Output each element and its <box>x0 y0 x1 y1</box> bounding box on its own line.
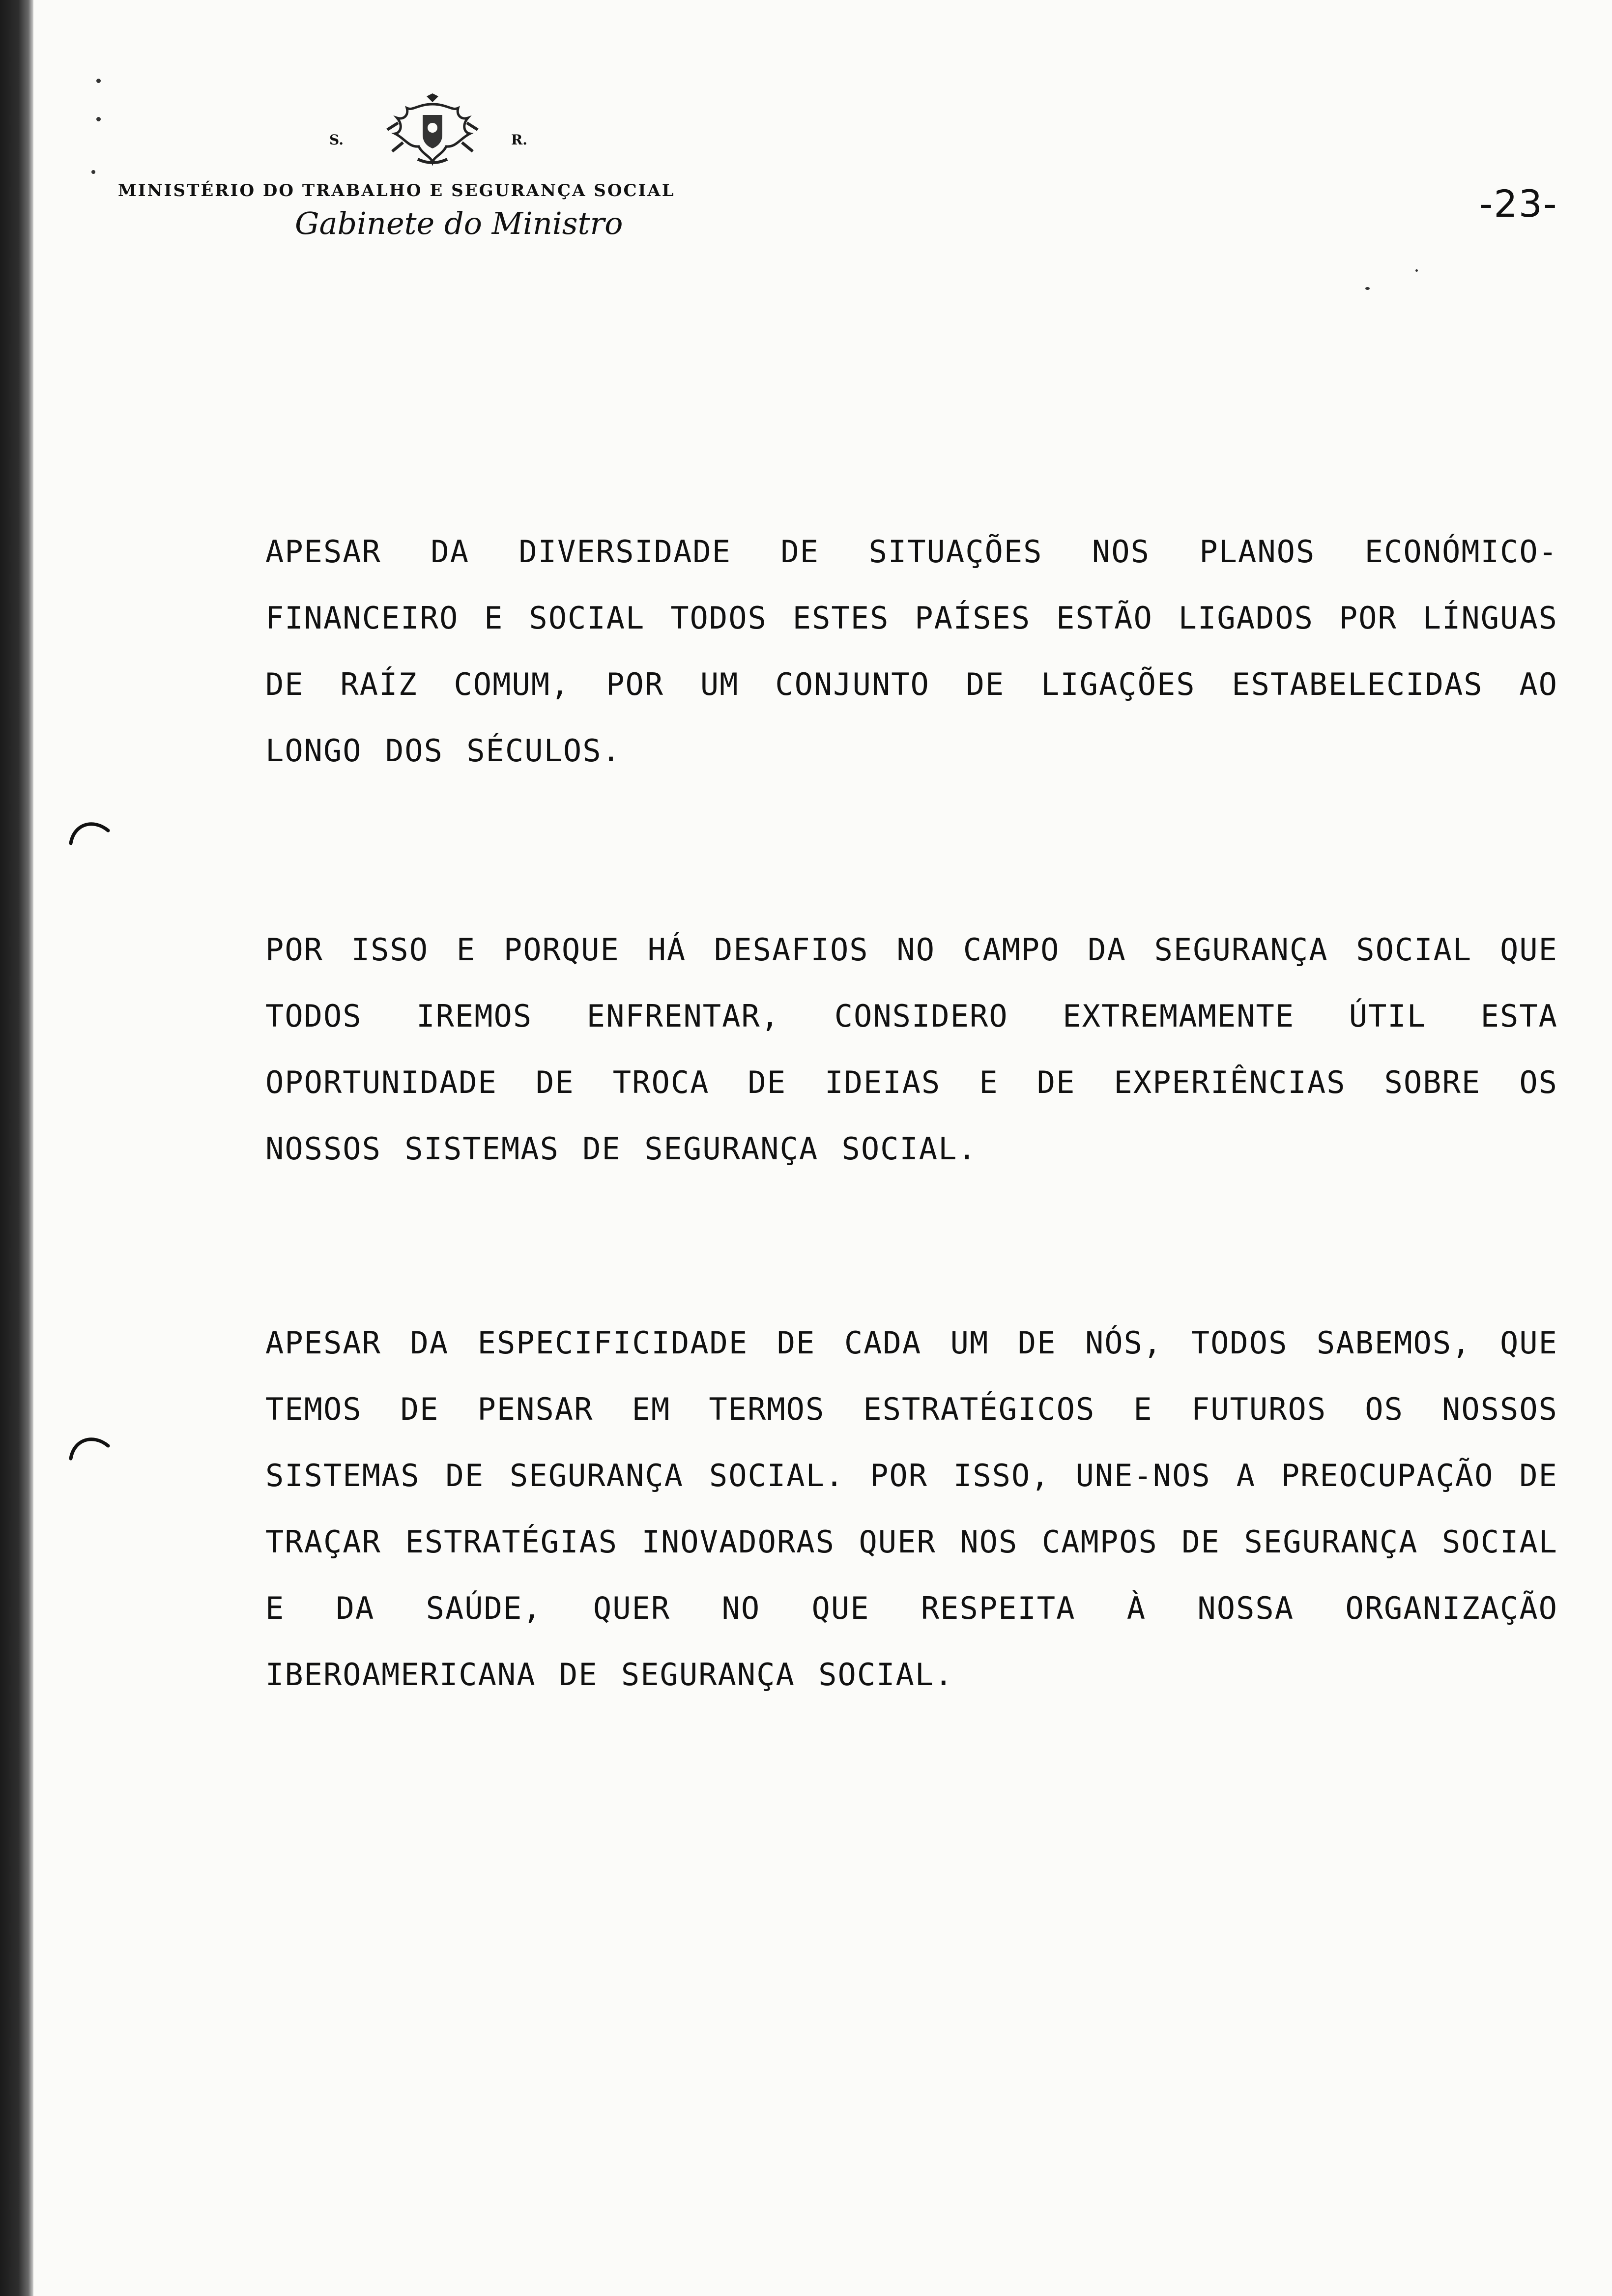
margin-arc-mark <box>67 816 111 845</box>
letter-body <box>265 518 1558 1840</box>
margin-arc-mark <box>67 1431 111 1461</box>
page-number: -23- <box>1479 182 1558 226</box>
coat-of-arms-icon <box>383 93 482 167</box>
letterhead-left-initial: S. <box>329 132 344 148</box>
paragraph-strategy: APESAR DA ESPECIFICIDADE DE CADA UM DE NÓS, TODOS SABEMOS, QUE TEMOS DE PENSAR EM TERMOS ESTRATÉGICOS E FUTUROS OS NOSSOS SISTEMAS DE SEGURANÇA SOCIAL. POR ISSO, UNE-NOS A PREOCUPAÇÃO DE TRAÇAR ESTRATÉGIAS INOVADORAS QUER NOS CAMPOS DE SEGURANÇA SOCIAL E DA SAÚDE, QUER NO QUE RESPEITA À NOSSA ORGANIZAÇÃO IBEROAMERICANA DE SEGURANÇA SOCIAL. <box>265 1325 1558 1693</box>
cabinet-title: Gabinete do Ministro <box>295 205 623 241</box>
letterhead-crest-row <box>329 93 536 172</box>
binding-edge <box>0 0 33 2296</box>
scan-speck <box>96 79 101 83</box>
letterhead <box>118 93 757 260</box>
paragraph-diversity: APESAR DA DIVERSIDADE DE SITUAÇÕES NOS PLANOS ECONÓMICO-FINANCEIRO E SOCIAL TODOS ESTES PAÍSES ESTÃO LIGADOS POR LÍNGUAS DE RAÍZ COMUM, POR UM CONJUNTO DE LIGAÇÕES ESTABELECIDAS AO LONGO DOS SÉCULOS. <box>265 534 1558 769</box>
scan-speck <box>1415 269 1418 272</box>
letterhead-right-initial: R. <box>511 132 528 148</box>
scan-speck <box>96 117 101 121</box>
scan-speck <box>1365 287 1370 290</box>
ministry-name: MINISTÉRIO DO TRABALHO E SEGURANÇA SOCIAL <box>118 181 675 201</box>
paragraph-challenges: POR ISSO E PORQUE HÁ DESAFIOS NO CAMPO DA SEGURANÇA SOCIAL QUE TODOS IREMOS ENFRENTAR, CONSIDERO EXTREMAMENTE ÚTIL ESTA OPORTUNIDADE DE TROCA DE IDEIAS E DE EXPERIÊNCIAS SOBRE OS NOSSOS SISTEMAS DE SEGURANÇA SOCIAL. <box>265 932 1558 1167</box>
scan-speck <box>91 170 95 174</box>
